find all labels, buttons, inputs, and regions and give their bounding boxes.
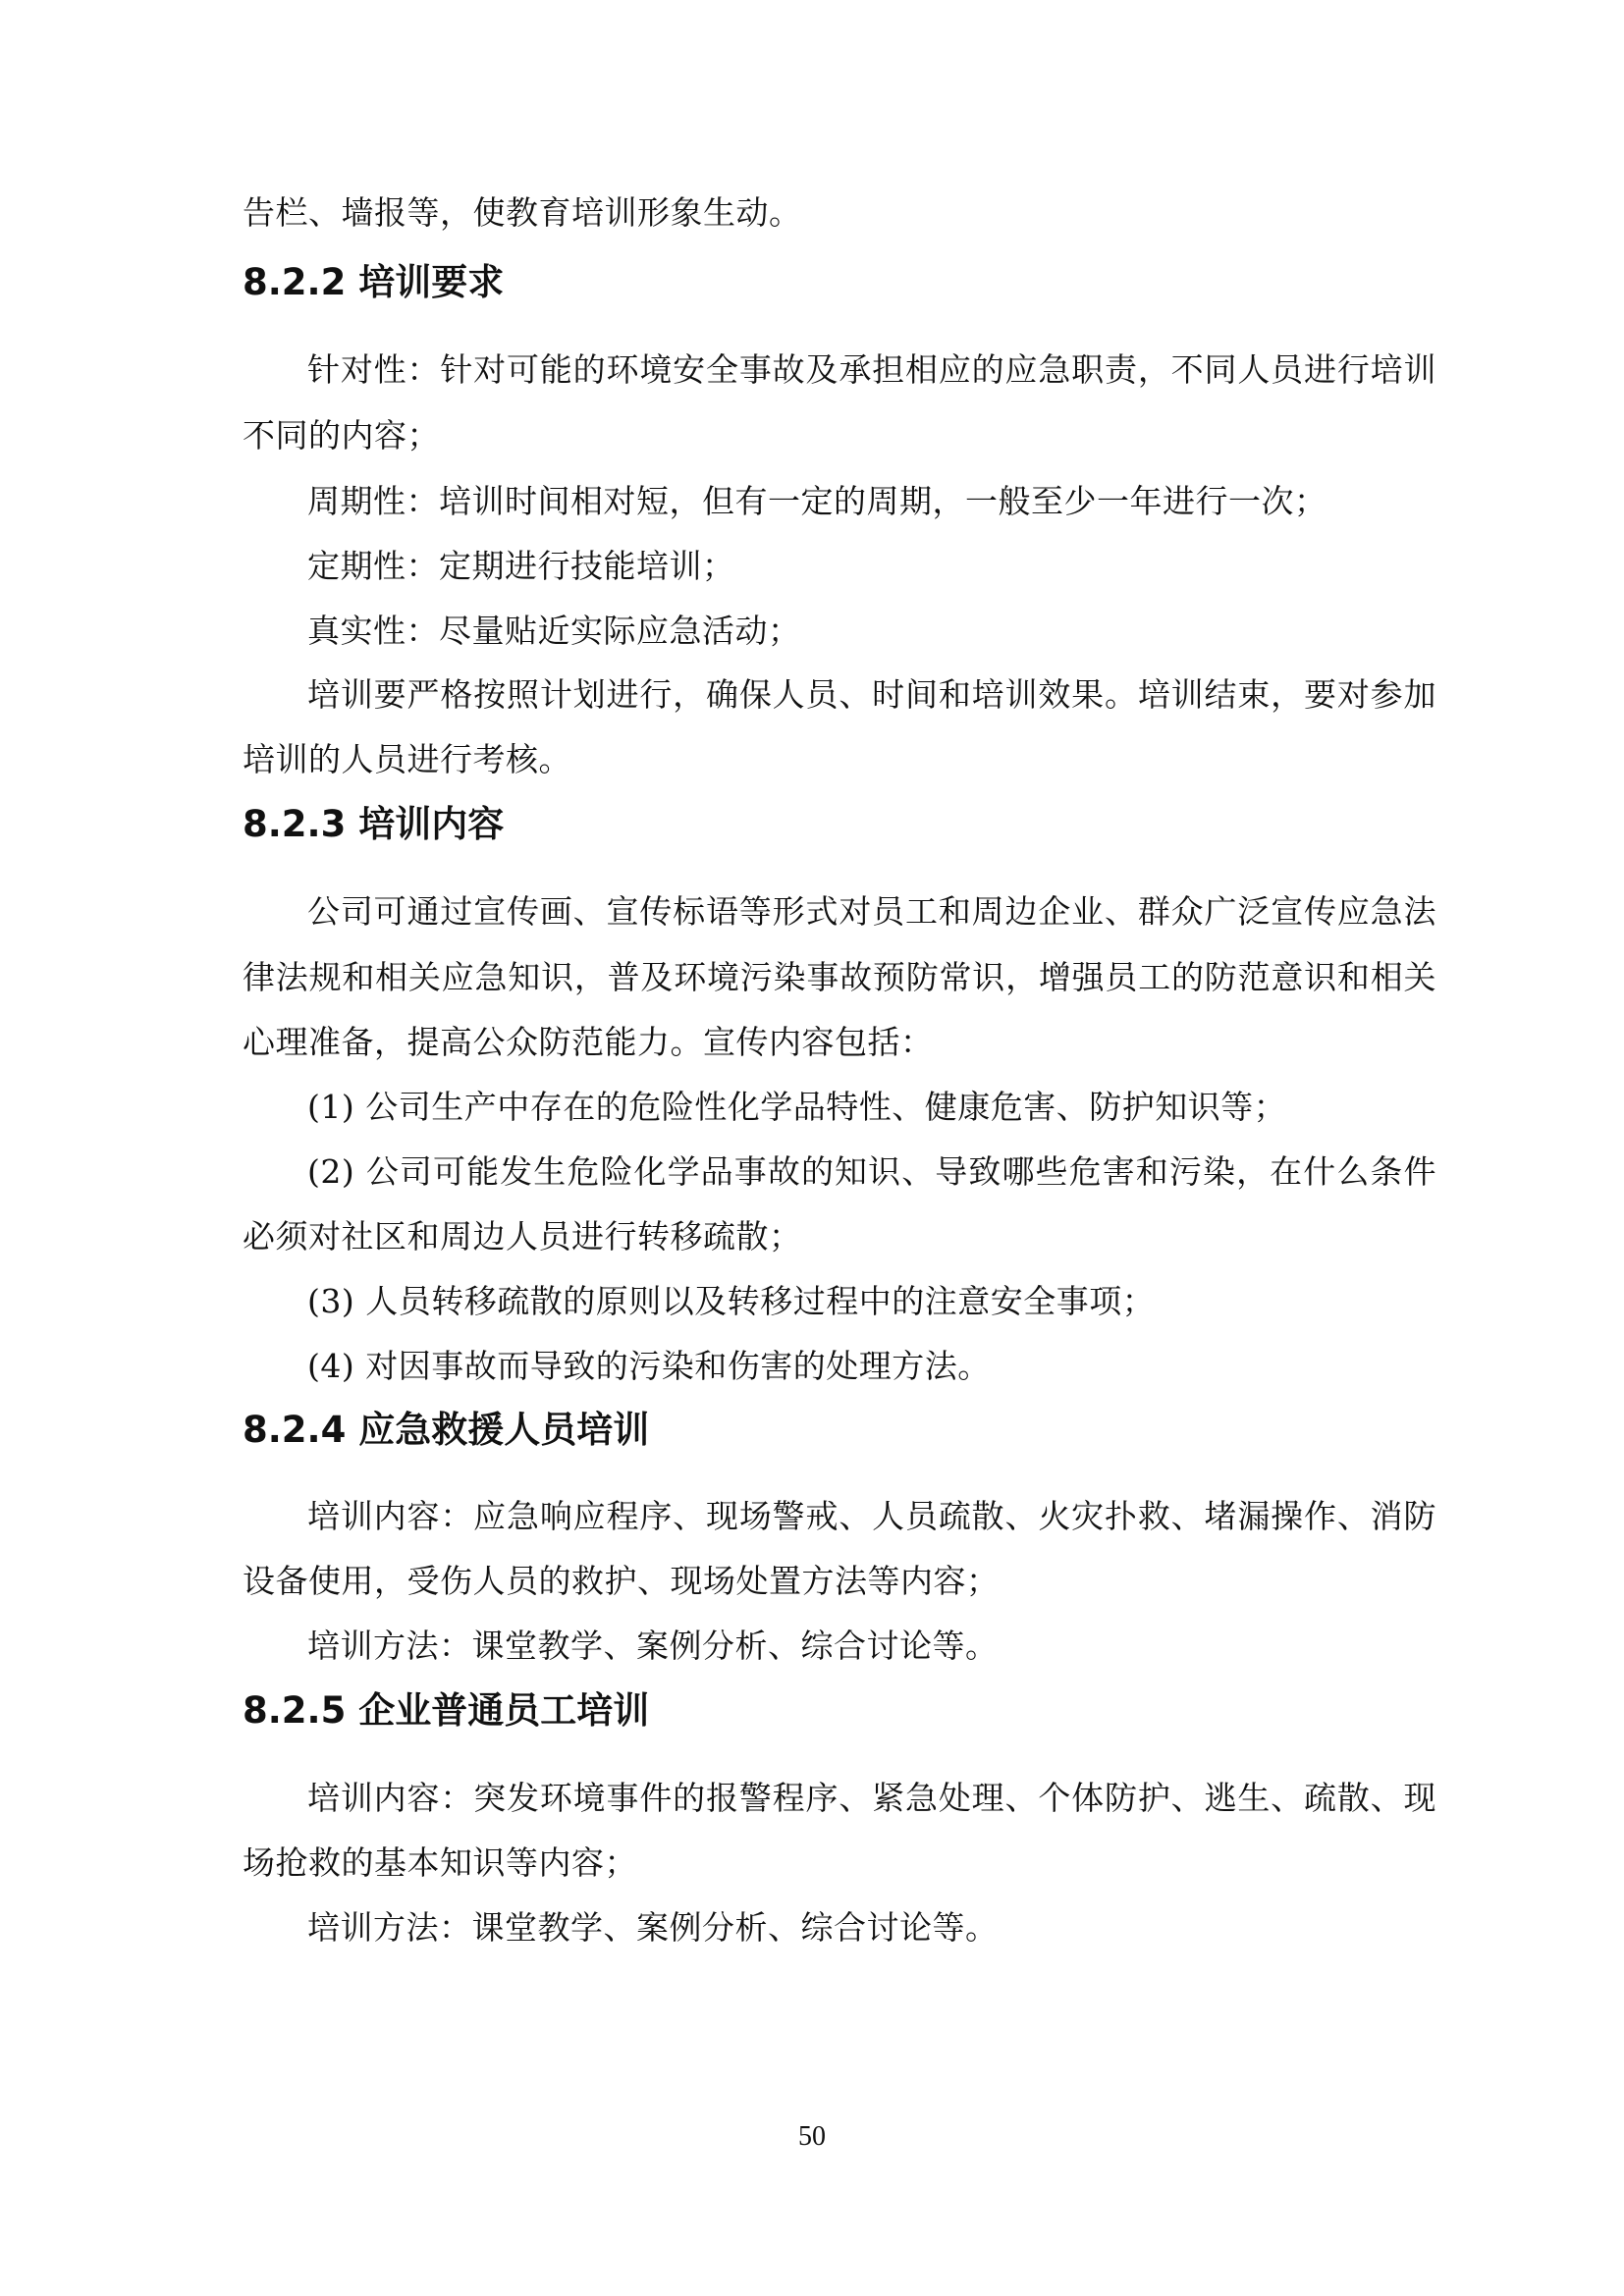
paragraph-line: 周期性：培训时间相对短，但有一定的周期，一般至少一年进行一次；: [307, 482, 1327, 520]
paragraph-line: 场抢救的基本知识等内容；: [243, 1843, 637, 1882]
section-heading-8-2-4: 8.2.4 应急救援人员培训: [243, 1409, 650, 1451]
section-heading-8-2-2: 8.2.2 培训要求: [243, 261, 505, 303]
list-item: (4) 对因事故而导致的污染和伤害的处理方法。: [307, 1347, 991, 1385]
paragraph-line: 公司可通过宣传画、宣传标语等形式对员工和周边企业、群众广泛宣传应急法: [307, 892, 1436, 931]
section-heading-8-2-3: 8.2.3 培训内容: [243, 803, 505, 845]
paragraph-line: 培训内容：突发环境事件的报警程序、紧急处理、个体防护、逃生、疏散、现: [307, 1779, 1436, 1817]
paragraph-line: 培训要严格按照计划进行，确保人员、时间和培训效果。培训结束，要对参加: [307, 675, 1436, 714]
paragraph-line: 心理准备，提高公众防范能力。宣传内容包括：: [243, 1023, 934, 1061]
paragraph-line: 律法规和相关应急知识，普及环境污染事故预防常识，增强员工的防范意识和相关: [243, 958, 1436, 996]
paragraph-line: 培训内容：应急响应程序、现场警戒、人员疏散、火灾扑救、堵漏操作、消防: [307, 1497, 1436, 1535]
list-item-continuation: 必须对社区和周边人员进行转移疏散；: [243, 1217, 802, 1255]
list-item: (3) 人员转移疏散的原则以及转移过程中的注意安全事项；: [307, 1282, 1156, 1320]
paragraph-line: 定期性：定期进行技能培训；: [307, 547, 735, 585]
list-item: (2) 公司可能发生危险化学品事故的知识、导致哪些危害和污染，在什么条件: [307, 1152, 1436, 1191]
paragraph-line: 培训的人员进行考核。: [243, 740, 571, 778]
paragraph-line: 设备使用，受伤人员的救护、现场处置方法等内容；: [243, 1562, 1000, 1600]
section-heading-8-2-5: 8.2.5 企业普通员工培训: [243, 1689, 650, 1732]
paragraph-line: 不同的内容；: [243, 416, 440, 454]
paragraph-line: 针对性：针对可能的环境安全事故及承担相应的应急职责，不同人员进行培训: [307, 350, 1436, 389]
page-number: 50: [798, 2121, 826, 2152]
paragraph-line: 培训方法：课堂教学、案例分析、综合讨论等。: [307, 1627, 999, 1665]
list-item: (1) 公司生产中存在的危险性化学品特性、健康危害、防护知识等；: [307, 1088, 1287, 1126]
paragraph-line: 真实性：尽量贴近实际应急活动；: [307, 612, 801, 650]
paragraph-line: 培训方法：课堂教学、案例分析、综合讨论等。: [307, 1908, 999, 1947]
intro-tail-text: 告栏、墙报等，使教育培训形象生动。: [243, 193, 802, 232]
